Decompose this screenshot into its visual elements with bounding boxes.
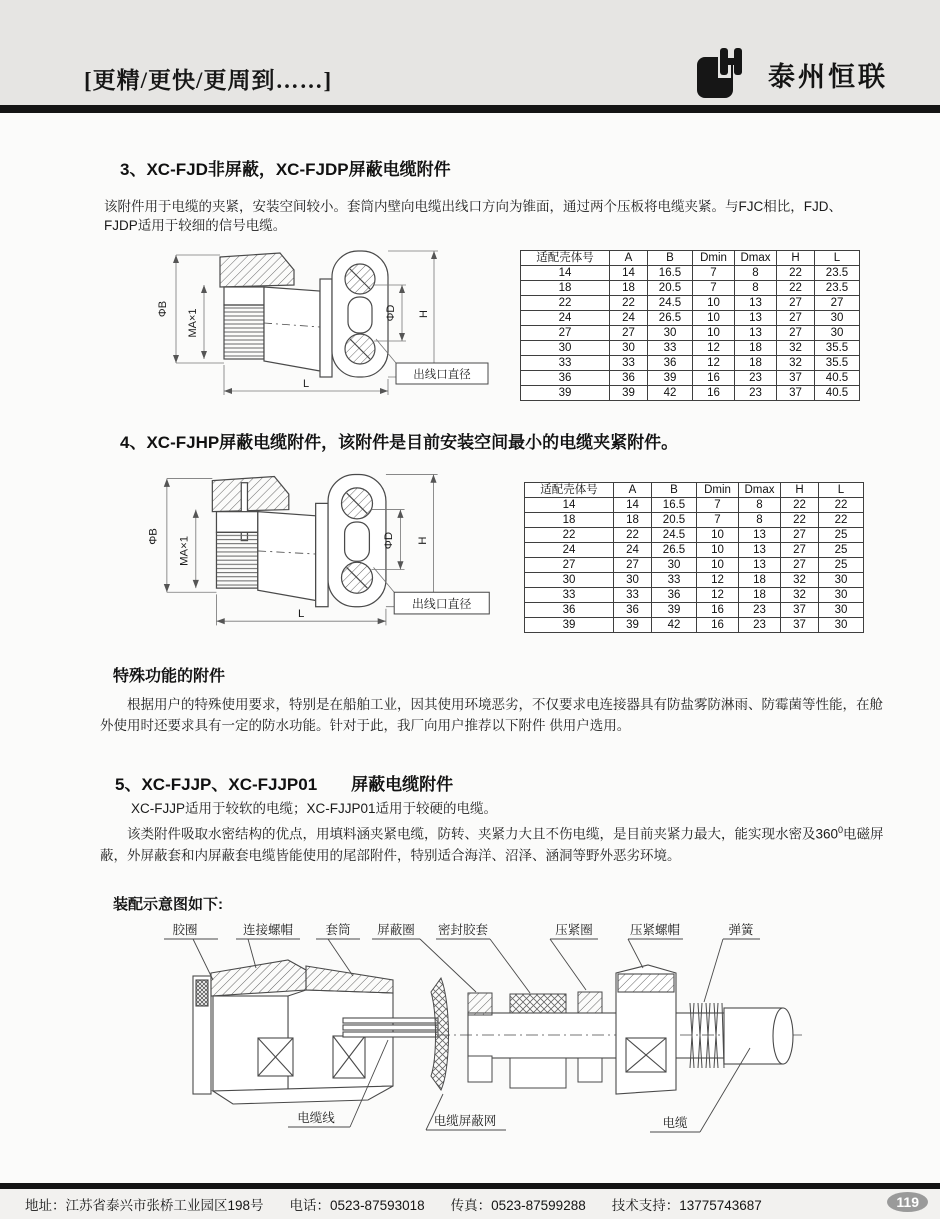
table-cell: 27 <box>525 558 614 573</box>
table-cell: 36 <box>614 603 652 618</box>
table-cell: 7 <box>697 498 739 513</box>
table-cell: 25 <box>819 543 864 558</box>
assembly-diagram <box>138 918 940 1158</box>
column-header: H <box>781 483 819 498</box>
footer-support: 技术支持：13775743687 <box>611 1198 762 1213</box>
brand-block <box>696 48 888 100</box>
table-cell: 10 <box>693 296 735 311</box>
table-cell: 8 <box>739 498 781 513</box>
table-cell: 30 <box>815 311 860 326</box>
table-cell: 16 <box>697 603 739 618</box>
table-cell: 20.5 <box>648 281 693 296</box>
table-cell: 33 <box>652 573 697 588</box>
table-cell: 39 <box>652 603 697 618</box>
table-cell: 24 <box>614 543 652 558</box>
table-cell: 24 <box>525 543 614 558</box>
table-cell: 23 <box>735 371 777 386</box>
table-cell: 30 <box>521 341 610 356</box>
table-cell: 30 <box>648 326 693 341</box>
table-cell: 33 <box>648 341 693 356</box>
table-cell: 30 <box>819 573 864 588</box>
header-divider <box>0 105 940 113</box>
table-cell: 18 <box>739 588 781 603</box>
column-header: B <box>652 483 697 498</box>
table-cell: 10 <box>693 326 735 341</box>
table-row <box>521 386 860 401</box>
table-cell: 23.5 <box>815 281 860 296</box>
table-row <box>525 588 864 603</box>
table-cell: 7 <box>693 281 735 296</box>
table-cell: 22 <box>521 296 610 311</box>
table-row <box>521 341 860 356</box>
column-header: Dmin <box>697 483 739 498</box>
table-row <box>521 326 860 341</box>
table-cell: 13 <box>739 543 781 558</box>
slogan-text: [更精/更快/更周到……] <box>84 68 333 93</box>
label-spring: 弹簧 <box>728 923 754 937</box>
brand-name: 泰州恒联 <box>768 61 888 92</box>
table-cell: 7 <box>693 266 735 281</box>
table-cell: 18 <box>521 281 610 296</box>
table-cell: 12 <box>697 588 739 603</box>
dim-phi-d: ΦD <box>383 531 396 550</box>
table-row <box>525 528 864 543</box>
table-cell: 30 <box>819 603 864 618</box>
dim-h: H <box>417 536 430 545</box>
fjhp-spec-table <box>524 482 864 633</box>
table-cell: 22 <box>819 513 864 528</box>
table-cell: 10 <box>697 528 739 543</box>
section3-description: 该附件用于电缆的夹紧，安装空间较小。套筒内壁向电缆出线口方向为锥面，通过两个压板将电缆夹紧。与FJC相比，FJD、FJDP适用于较细的信号电缆。 <box>104 199 842 233</box>
table-cell: 14 <box>614 498 652 513</box>
table-cell: 27 <box>777 296 815 311</box>
label-cable-shield-braid: 电缆屏蔽网 <box>433 1114 497 1128</box>
table-cell: 37 <box>781 603 819 618</box>
table-cell: 18 <box>525 513 614 528</box>
label-sealing-sleeve: 密封胶套 <box>437 923 489 937</box>
dim-phi-b: ΦB <box>157 300 169 318</box>
table-cell: 22 <box>781 498 819 513</box>
table-cell: 27 <box>781 558 819 573</box>
table-cell: 27 <box>614 558 652 573</box>
table-cell: 30 <box>815 326 860 341</box>
table-cell: 13 <box>735 326 777 341</box>
table-cell: 39 <box>610 386 648 401</box>
table-cell: 22 <box>819 498 864 513</box>
table-cell: 16 <box>697 618 739 633</box>
table-row <box>525 558 864 573</box>
column-header: A <box>614 483 652 498</box>
label-sleeve: 套筒 <box>325 923 351 937</box>
table-cell: 42 <box>648 386 693 401</box>
table-row <box>525 513 864 528</box>
label-cable: 电缆 <box>662 1116 688 1130</box>
table-cell: 27 <box>777 311 815 326</box>
section5-title: 5、XC-FJJP、XC-FJJP01 屏蔽电缆附件 <box>115 775 454 794</box>
degree-superscript: 0 <box>838 825 844 835</box>
table-cell: 22 <box>781 513 819 528</box>
dim-l: L <box>298 608 305 621</box>
table-cell: 12 <box>697 573 739 588</box>
table-cell: 14 <box>610 266 648 281</box>
footer-fax: 传真：0523-87599288 <box>450 1198 586 1213</box>
column-header: Dmax <box>739 483 781 498</box>
table-cell: 27 <box>521 326 610 341</box>
section5-paragraph1: XC-FJJP适用于较软的电缆；XC-FJJP01适用于较硬的电缆。 <box>131 801 498 816</box>
table-cell: 24.5 <box>652 528 697 543</box>
label-clamp-ring: 压紧圈 <box>555 923 593 937</box>
section5-paragraph2 <box>100 820 888 866</box>
table-cell: 23 <box>739 618 781 633</box>
dim-l: L <box>302 378 310 390</box>
special-section-title: 特殊功能的附件 <box>113 668 226 685</box>
table-cell: 7 <box>697 513 739 528</box>
column-header: H <box>777 251 815 266</box>
column-header: L <box>819 483 864 498</box>
section3-title: 3、XC-FJD非屏蔽，XC-FJDP屏蔽电缆附件 <box>120 160 451 179</box>
table-row <box>521 371 860 386</box>
table-cell: 12 <box>693 341 735 356</box>
table-cell: 18 <box>610 281 648 296</box>
table-cell: 22 <box>610 296 648 311</box>
table-cell: 8 <box>735 266 777 281</box>
column-header: 适配壳体号 <box>521 251 610 266</box>
table-cell: 18 <box>735 341 777 356</box>
table-row <box>521 296 860 311</box>
table-cell: 37 <box>777 371 815 386</box>
column-header: Dmax <box>735 251 777 266</box>
table-cell: 40.5 <box>815 386 860 401</box>
label-cable-wires: 电缆线 <box>297 1111 335 1125</box>
brand-logo-icon <box>696 48 758 100</box>
special-section-body: 根据用户的特殊使用要求，特别是在船舶工业，因其使用环境恶劣，不仅要求电连接器具有防盐雾防淋雨、防霉菌等性能，在舱外使用时还要求具有一定的防水功能。针对于此，我厂向用户推荐以下附件 供用户选用。 <box>100 697 883 733</box>
connector-drawing-fjd <box>150 243 510 408</box>
table-cell: 10 <box>697 543 739 558</box>
table-cell: 25 <box>819 528 864 543</box>
table-row <box>525 603 864 618</box>
table-cell: 16 <box>693 371 735 386</box>
column-header: B <box>648 251 693 266</box>
table-cell: 24.5 <box>648 296 693 311</box>
outlet-diameter-label: 出线口直径 <box>412 596 472 611</box>
table-cell: 18 <box>735 356 777 371</box>
table-cell: 13 <box>739 528 781 543</box>
table-cell: 37 <box>781 618 819 633</box>
table-cell: 36 <box>610 371 648 386</box>
table-cell: 39 <box>525 618 614 633</box>
page-header <box>0 0 940 105</box>
column-header: Dmin <box>693 251 735 266</box>
label-rubber-ring: 胶圈 <box>172 923 198 937</box>
table-cell: 33 <box>521 356 610 371</box>
table-cell: 26.5 <box>648 311 693 326</box>
p2-text-a: 该类附件吸取水密结构的优点，用填料涵夹紧电缆，防转、夹紧力大且不伤电缆，是目前夹紧力最大，能实现水密及360 <box>127 826 839 842</box>
table-cell: 39 <box>648 371 693 386</box>
table-row <box>521 311 860 326</box>
table-cell: 12 <box>693 356 735 371</box>
table-cell: 27 <box>777 326 815 341</box>
table-cell: 39 <box>521 386 610 401</box>
table-cell: 20.5 <box>652 513 697 528</box>
table-row <box>525 498 864 513</box>
table-cell: 14 <box>525 498 614 513</box>
table-cell: 16.5 <box>648 266 693 281</box>
table-cell: 13 <box>735 311 777 326</box>
dim-phi-d: ΦD <box>385 304 397 322</box>
table-cell: 33 <box>525 588 614 603</box>
table-cell: 23.5 <box>815 266 860 281</box>
table-cell: 25 <box>819 558 864 573</box>
table-row <box>521 356 860 371</box>
column-header: 适配壳体号 <box>525 483 614 498</box>
table-cell: 36 <box>521 371 610 386</box>
table-cell: 27 <box>610 326 648 341</box>
table-cell: 32 <box>781 573 819 588</box>
table-cell: 32 <box>777 356 815 371</box>
table-cell: 26.5 <box>652 543 697 558</box>
table-row <box>521 266 860 281</box>
table-cell: 39 <box>614 618 652 633</box>
table-row <box>525 618 864 633</box>
label-coupling-nut: 连接螺帽 <box>242 923 294 937</box>
column-header: A <box>610 251 648 266</box>
table-cell: 8 <box>739 513 781 528</box>
p2-text-b: 电磁屏蔽，外屏蔽套和内屏蔽套电缆皆能使用的尾部附件，特别适合海洋、沼泽、涵洞等野外恶劣环境。 <box>100 826 884 863</box>
table-cell: 22 <box>525 528 614 543</box>
table-cell: 27 <box>815 296 860 311</box>
table-row <box>525 543 864 558</box>
fjd-spec-table <box>520 250 860 401</box>
table-cell: 30 <box>614 573 652 588</box>
table-cell: 30 <box>610 341 648 356</box>
table-cell: 23 <box>739 603 781 618</box>
table-cell: 18 <box>614 513 652 528</box>
page-number-badge: 119 <box>887 1192 928 1212</box>
table-cell: 22 <box>777 281 815 296</box>
table-row <box>525 573 864 588</box>
dim-thread: MA×1 <box>178 535 191 566</box>
table-cell: 30 <box>652 558 697 573</box>
table-cell: 36 <box>652 588 697 603</box>
page-footer <box>0 1189 940 1219</box>
table-cell: 30 <box>819 588 864 603</box>
table-cell: 27 <box>781 543 819 558</box>
table-cell: 13 <box>739 558 781 573</box>
table-cell: 14 <box>521 266 610 281</box>
footer-phone: 电话：0523-87593018 <box>289 1198 425 1213</box>
table-cell: 13 <box>735 296 777 311</box>
table-cell: 22 <box>614 528 652 543</box>
table-cell: 8 <box>735 281 777 296</box>
outlet-diameter-label: 出线口直径 <box>413 369 471 381</box>
dim-thread: MA×1 <box>187 308 199 338</box>
table-cell: 16 <box>693 386 735 401</box>
table-cell: 42 <box>652 618 697 633</box>
dim-h: H <box>418 310 430 318</box>
table-cell: 30 <box>819 618 864 633</box>
column-header: L <box>815 251 860 266</box>
label-clamp-nut: 压紧螺帽 <box>629 923 681 937</box>
table-cell: 33 <box>614 588 652 603</box>
table-cell: 24 <box>521 311 610 326</box>
label-shield-ring: 屏蔽圈 <box>377 923 415 937</box>
table-cell: 35.5 <box>815 356 860 371</box>
table-row <box>521 281 860 296</box>
table-cell: 22 <box>777 266 815 281</box>
table-cell: 10 <box>693 311 735 326</box>
table-cell: 27 <box>781 528 819 543</box>
table-cell: 10 <box>697 558 739 573</box>
table-cell: 35.5 <box>815 341 860 356</box>
table-cell: 33 <box>610 356 648 371</box>
dim-phi-b: ΦB <box>147 528 160 545</box>
table-cell: 36 <box>525 603 614 618</box>
footer-address: 地址：江苏省泰兴市张桥工业园区198号 <box>25 1198 264 1213</box>
table-header-row <box>521 251 860 266</box>
table-cell: 30 <box>525 573 614 588</box>
table-cell: 40.5 <box>815 371 860 386</box>
table-cell: 37 <box>777 386 815 401</box>
table-cell: 32 <box>777 341 815 356</box>
table-header-row <box>525 483 864 498</box>
table-cell: 18 <box>739 573 781 588</box>
table-cell: 32 <box>781 588 819 603</box>
table-cell: 16.5 <box>652 498 697 513</box>
assembly-title: 装配示意图如下: <box>113 896 223 913</box>
table-cell: 24 <box>610 311 648 326</box>
section4-title: 4、XC-FJHP屏蔽电缆附件，该附件是目前安装空间最小的电缆夹紧附件。 <box>120 433 679 452</box>
table-cell: 23 <box>735 386 777 401</box>
table-cell: 36 <box>648 356 693 371</box>
connector-drawing-fjhp <box>140 468 512 639</box>
